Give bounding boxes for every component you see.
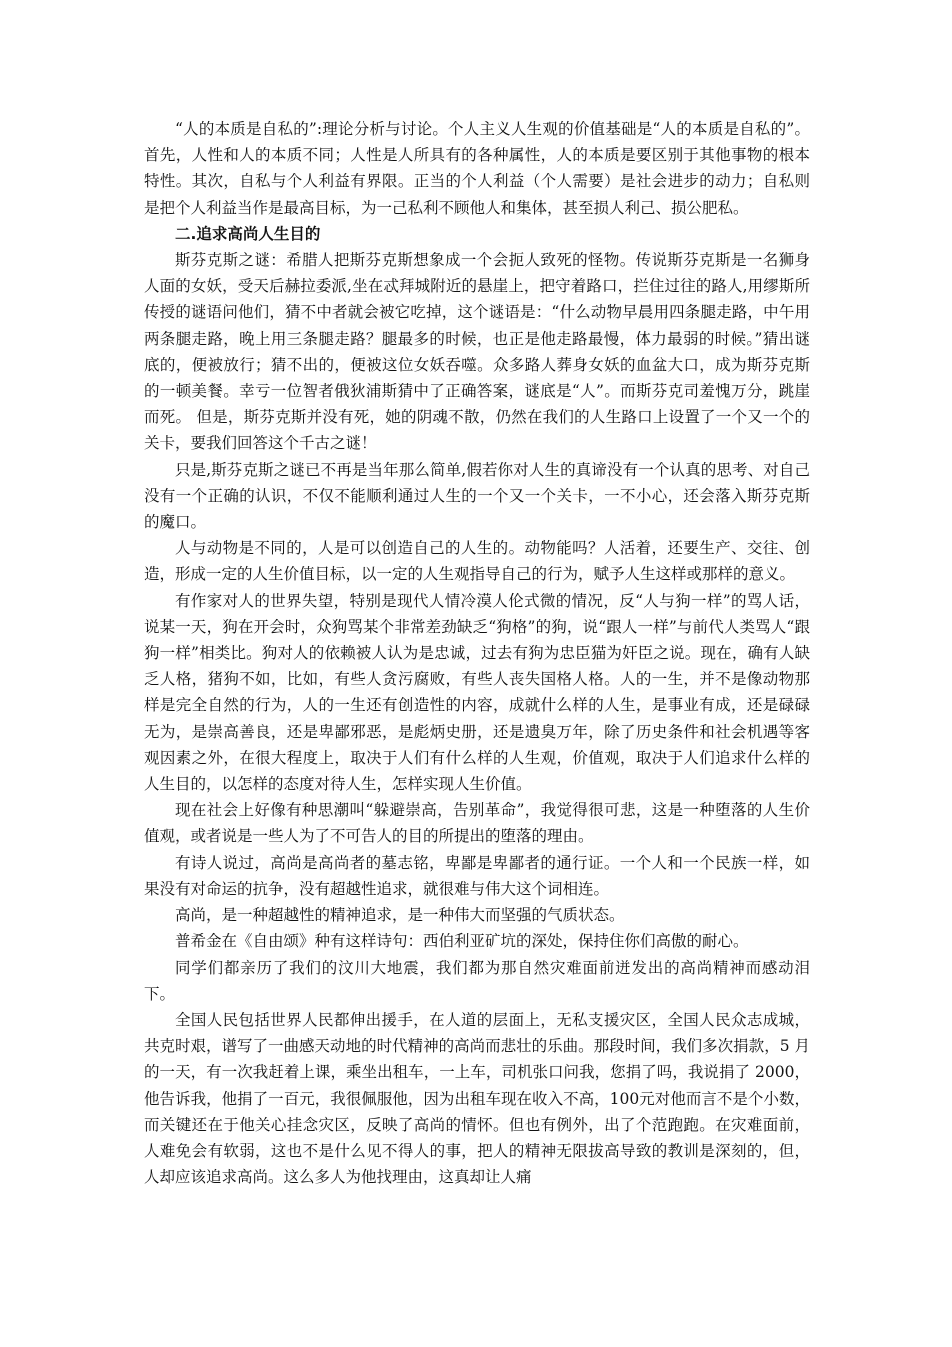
paragraph-wenchuan: 同学们都亲历了我们的汶川大地震，我们都为那自然灾难面前迸发出的高尚精神而感动泪下。 <box>144 958 810 1003</box>
document-page <box>144 116 810 1190</box>
section-heading: 二.追求高尚人生目的 <box>175 224 321 243</box>
paragraph-human-vs-animal: 人与动物是不同的，人是可以创造自己的人生的。动物能吗？人活着，还要生产、交往、创造，形成一定的人生价值目标，以一定的人生观指导自己的行为，赋予人生这样或那样的意义。 <box>144 539 810 584</box>
paragraph-avoid-lofty: 现在社会上好像有种思潮叫“躲避崇高，告别革命”，我觉得很可悲，这是一种堕落的人生价值观，或者说是一些人为了不可告人的目的所提出的堕落的理由。 <box>144 801 810 846</box>
paragraph-human-nature: “人的本质是自私的”:理论分析与讨论。个人主义人生观的价值基础是“人的本质是自私的”。首先，人性和人的本质不同；人性是人所具有的各种属性，人的本质是要区别于其他事物的根本特性。其次，自私与个人利益有界限。正当的个人利益（个人需要）是社会进步的动力；自私则是把个人利益当作是最高目标，为一己私利不顾他人和集体，甚至损人利己、损公肥私。 <box>144 120 810 217</box>
paragraph-sphinx-riddle: 斯芬克斯之谜：希腊人把斯芬克斯想象成一个会扼人致死的怪物。传说斯芬克斯是一名狮身人面的女妖，受天后赫拉委派,坐在忒拜城附近的悬崖上，把守着路口，拦住过往的路人,用缪斯所传授的谜语问他们，猜不中者就会被它吃掉，这个谜语是：“什么动物早晨用四条腿走路，中午用两条腿走路，晚上用三条腿走路？腿最多的时候，也正是他走路最慢，体力最弱的时候。”猜出谜底的，便被放行；猜不出的，便被这位女妖吞噬。众多路人葬身女妖的血盆大口，成为斯芬克斯的一顿美餐。幸亏一位智者俄狄浦斯猜中了正确答案，谜底是“人”。而斯芬克司羞愧万分，跳崖而死。 但是，斯芬克斯并没有死，她的阴魂不散，仍然在我们的人生路口上设置了一个又一个的关卡，要我们回答这个千古之谜！ <box>144 251 810 453</box>
paragraph-poet-quote: 有诗人说过，高尚是高尚者的墓志铭，卑鄙是卑鄙者的通行证。一个人和一个民族一样，如果没有对命运的抗争，没有超越性追求，就很难与伟大这个词相连。 <box>144 853 810 898</box>
paragraph-sphinx-today: 只是,斯芬克斯之谜已不再是当年那么简单,假若你对人生的真谛没有一个认真的思考、对自己没有一个正确的认识，不仅不能顺利通过人生的一个又一个关卡，一不小心，还会落入斯芬克斯的魔口。 <box>144 460 810 532</box>
paragraph-writer-dogs: 有作家对人的世界失望，特别是现代人情冷漠人伦式微的情况，反“人与狗一样”的骂人话，说某一天，狗在开会时，众狗骂某个非常差劲缺乏“狗格”的狗，说“跟人一样”与前代人类骂人“跟狗一样”相类比。狗对人的依赖被人认为是忠诚，过去有狗为忠臣猫为奸臣之说。现在，确有人缺乏人格，猪狗不如，比如，有些人贪污腐败，有些人丧失国格人格。人的一生，并不是像动物那样是完全自然的行为，人的一生还有创造性的内容，成就什么样的人生，是事业有成，还是碌碌无为，是崇高善良，还是卑鄙邪恶，是彪炳史册，还是遗臭万年，除了历史条件和社会机遇等客观因素之外，在很大程度上，取决于人们有什么样的人生观，价值观，取决于人们追求什么样的人生目的，以怎样的态度对待人生，怎样实现人生价值。 <box>144 591 810 794</box>
paragraph-pushkin: 普希金在《自由颂》种有这样诗句：西伯利亚矿坑的深处，保持住你们高傲的耐心。 <box>175 932 749 951</box>
paragraph-donations: 全国人民包括世界人民都伸出援手，在人道的层面上，无私支援灾区，全国人民众志成城，共克时艰，谱写了一曲感天动地的时代精神的高尚而悲壮的乐曲。那段时间，我们多次捐款，5 月的一天，有一次我赶着上课，乘坐出租车，一上车，司机张口问我，您捐了吗，我说捐了 2000，他告诉我，他捐了一百元，我很佩服他，因为出租车现在收入不高，100元对他而言不是个小数，而关键还在于他关心挂念灾区，反映了高尚的情怀。但也有例外，出了个范跑跑。在灾难面前，人难免会有软弱，这也不是什么见不得人的事，把人的精神无限拔高导致的教训是深刻的，但，人却应该追求高尚。这么多人为他找理由，这真却让人痛 <box>144 1010 810 1187</box>
paragraph-nobility-definition: 高尚，是一种超越性的精神追求，是一种伟大而坚强的气质状态。 <box>175 906 625 925</box>
